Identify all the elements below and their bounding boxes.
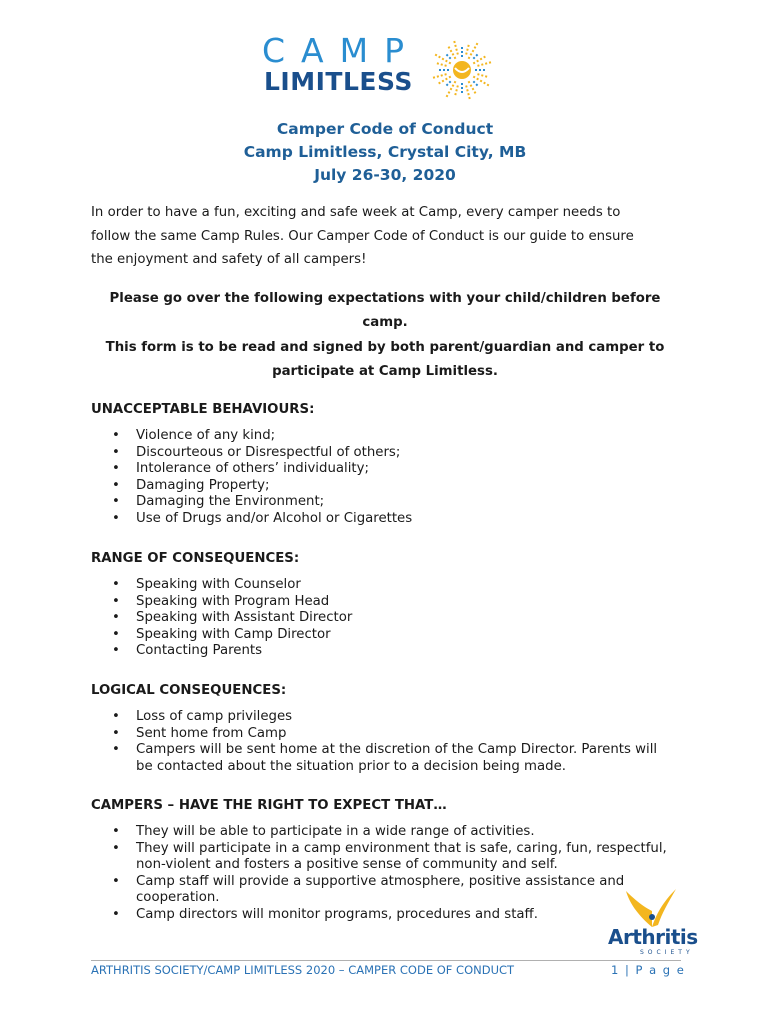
page-number: 1 | P a g e: [611, 963, 686, 977]
bullet-marker: •: [112, 444, 120, 460]
list-item: [112, 511, 672, 528]
list-item: [112, 709, 672, 726]
sun-ray: [435, 63, 447, 66]
bullet-marker: •: [112, 577, 120, 592]
intro-line: In order to have a fun, exciting and safe week at Camp, every camper needs to: [91, 205, 621, 220]
list-item: [112, 594, 672, 611]
range-of-consequences-heading: RANGE OF CONSEQUENCES:: [91, 551, 300, 566]
bullet-marker: •: [112, 824, 120, 839]
unacceptable-behaviours-list: [112, 428, 672, 527]
list-item-text: Loss of camp privileges: [136, 709, 293, 724]
document-subtitle-location: Camp Limitless, Crystal City, MB: [243, 143, 527, 161]
list-item-text: Camp directors will monitor programs, procedures and staff.: [136, 906, 538, 922]
list-item-text: Speaking with Camp Director: [136, 626, 331, 642]
list-item-text: Speaking with Counselor: [136, 577, 301, 592]
list-item: [112, 627, 672, 644]
arthritis-logo-figure-icon: [622, 887, 682, 929]
list-item: [112, 577, 672, 594]
expectations-paragraph: [80, 287, 690, 335]
bullet-marker: •: [112, 742, 120, 757]
sun-ray: [448, 46, 456, 59]
list-item-text: Contacting Parents: [136, 643, 263, 658]
intro-line: follow the same Camp Rules. Our Camper Code of Conduct is our guide to ensure: [91, 228, 634, 244]
signature-line: participate at Camp Limitless.: [272, 364, 498, 379]
signature-line: This form is to be read and signed by both parent/guardian and camper to: [105, 340, 665, 355]
sun-ray: [445, 53, 451, 59]
bullet-marker: •: [112, 461, 120, 476]
list-item: [112, 824, 672, 841]
sun-ray: [477, 62, 492, 66]
sun-ray: [473, 81, 479, 87]
unacceptable-behaviours-heading: UNACCEPTABLE BEHAVIOURS:: [91, 402, 315, 417]
list-item-text: Speaking with Program Head: [136, 593, 330, 609]
sun-ray: [477, 74, 489, 77]
bullet-marker: •: [112, 725, 120, 741]
expectations-line: camp.: [362, 315, 408, 330]
sun-ray: [455, 85, 458, 97]
footer-title: ARTHRITIS SOCIETY/CAMP LIMITLESS 2020 – CAMPER CODE OF CONDUCT: [91, 963, 515, 977]
list-item-text: Speaking with Assistant Director: [136, 610, 353, 625]
bullet-marker: •: [112, 477, 120, 493]
list-item: [112, 478, 672, 495]
range-of-consequences-list: [112, 577, 672, 660]
intro-paragraph: [91, 201, 681, 272]
bullet-marker: •: [112, 494, 120, 509]
list-item: [112, 874, 672, 907]
sun-ray: [445, 81, 451, 87]
intro-line: the enjoyment and safety of all campers!: [91, 252, 367, 267]
arthritis-society-logo: [604, 887, 720, 959]
list-item-text: Damaging the Environment;: [136, 494, 325, 509]
bullet-marker: •: [112, 626, 120, 642]
list-item: [112, 643, 672, 660]
bullet-marker: •: [112, 906, 120, 922]
list-item: [112, 428, 672, 445]
bullet-marker: •: [112, 610, 120, 625]
list-item-text: Intolerance of others’ individuality;: [136, 461, 369, 476]
bullet-marker: •: [112, 840, 120, 856]
document-title: Camper Code of Conduct: [276, 120, 494, 138]
camp-limitless-logo: [262, 31, 512, 100]
sun-ray: [466, 85, 470, 100]
sun-ray: [473, 56, 486, 64]
list-item-text: Discourteous or Disrespectful of others;: [136, 444, 401, 460]
sun-ray: [466, 43, 469, 55]
expectations-line: Please go over the following expectations with your child/children before: [109, 291, 661, 306]
bullet-marker: •: [112, 510, 120, 526]
list-item-text: Violence of any kind;: [136, 428, 276, 443]
list-item: [112, 445, 672, 462]
bullet-marker: •: [112, 428, 120, 443]
logo-limitless-text: LIMITLESS: [264, 67, 413, 96]
bullet-marker: •: [112, 643, 120, 658]
sun-ray: [431, 74, 446, 78]
logical-consequences-heading: LOGICAL CONSEQUENCES:: [91, 683, 287, 698]
list-item: [112, 841, 672, 874]
sun-ray: [454, 39, 458, 54]
list-item: [112, 494, 672, 511]
list-item-text: Sent home from Camp: [136, 725, 287, 741]
list-item-text: Damaging Property;: [136, 477, 270, 493]
document-subtitle-dates: July 26-30, 2020: [314, 166, 456, 184]
camper-rights-list: [112, 824, 672, 923]
sun-ray: [438, 77, 451, 85]
camper-rights-heading: CAMPERS – HAVE THE RIGHT TO EXPECT THAT…: [91, 798, 447, 813]
sun-ray: [469, 81, 477, 94]
list-item: [112, 742, 672, 775]
list-item: [112, 461, 672, 478]
footer-divider: [91, 960, 681, 961]
bullet-marker: •: [112, 873, 120, 889]
list-item-text: Use of Drugs and/or Alcohol or Cigarettes: [136, 510, 413, 526]
logo-camp-text: CAMP: [262, 31, 420, 70]
list-item: [112, 610, 672, 627]
signature-requirement-paragraph: [80, 336, 690, 384]
list-item: [112, 907, 672, 924]
logical-consequences-list: [112, 709, 672, 775]
bullet-marker: •: [112, 709, 120, 724]
list-item-text: Camp staff will provide a supportive atmosphere, positive assistance and cooperation.: [136, 873, 625, 905]
list-item-text: They will be able to participate in a wide range of activities.: [136, 824, 535, 839]
bullet-marker: •: [112, 593, 120, 609]
sun-icon: [430, 34, 502, 100]
list-item-text: Campers will be sent home at the discretion of the Camp Director. Parents will be contacted about the situation prior to a decision being made.: [136, 742, 658, 774]
list-item-text: They will participate in a camp environment that is safe, caring, fun, respectful, non-violent and fosters a positive sense of community and self.: [136, 840, 667, 872]
arthritis-logo-word: Arthritis: [608, 925, 698, 949]
arthritis-logo-society: SOCIETY: [640, 949, 694, 956]
sun-ray: [473, 53, 479, 59]
list-item: [112, 726, 672, 743]
